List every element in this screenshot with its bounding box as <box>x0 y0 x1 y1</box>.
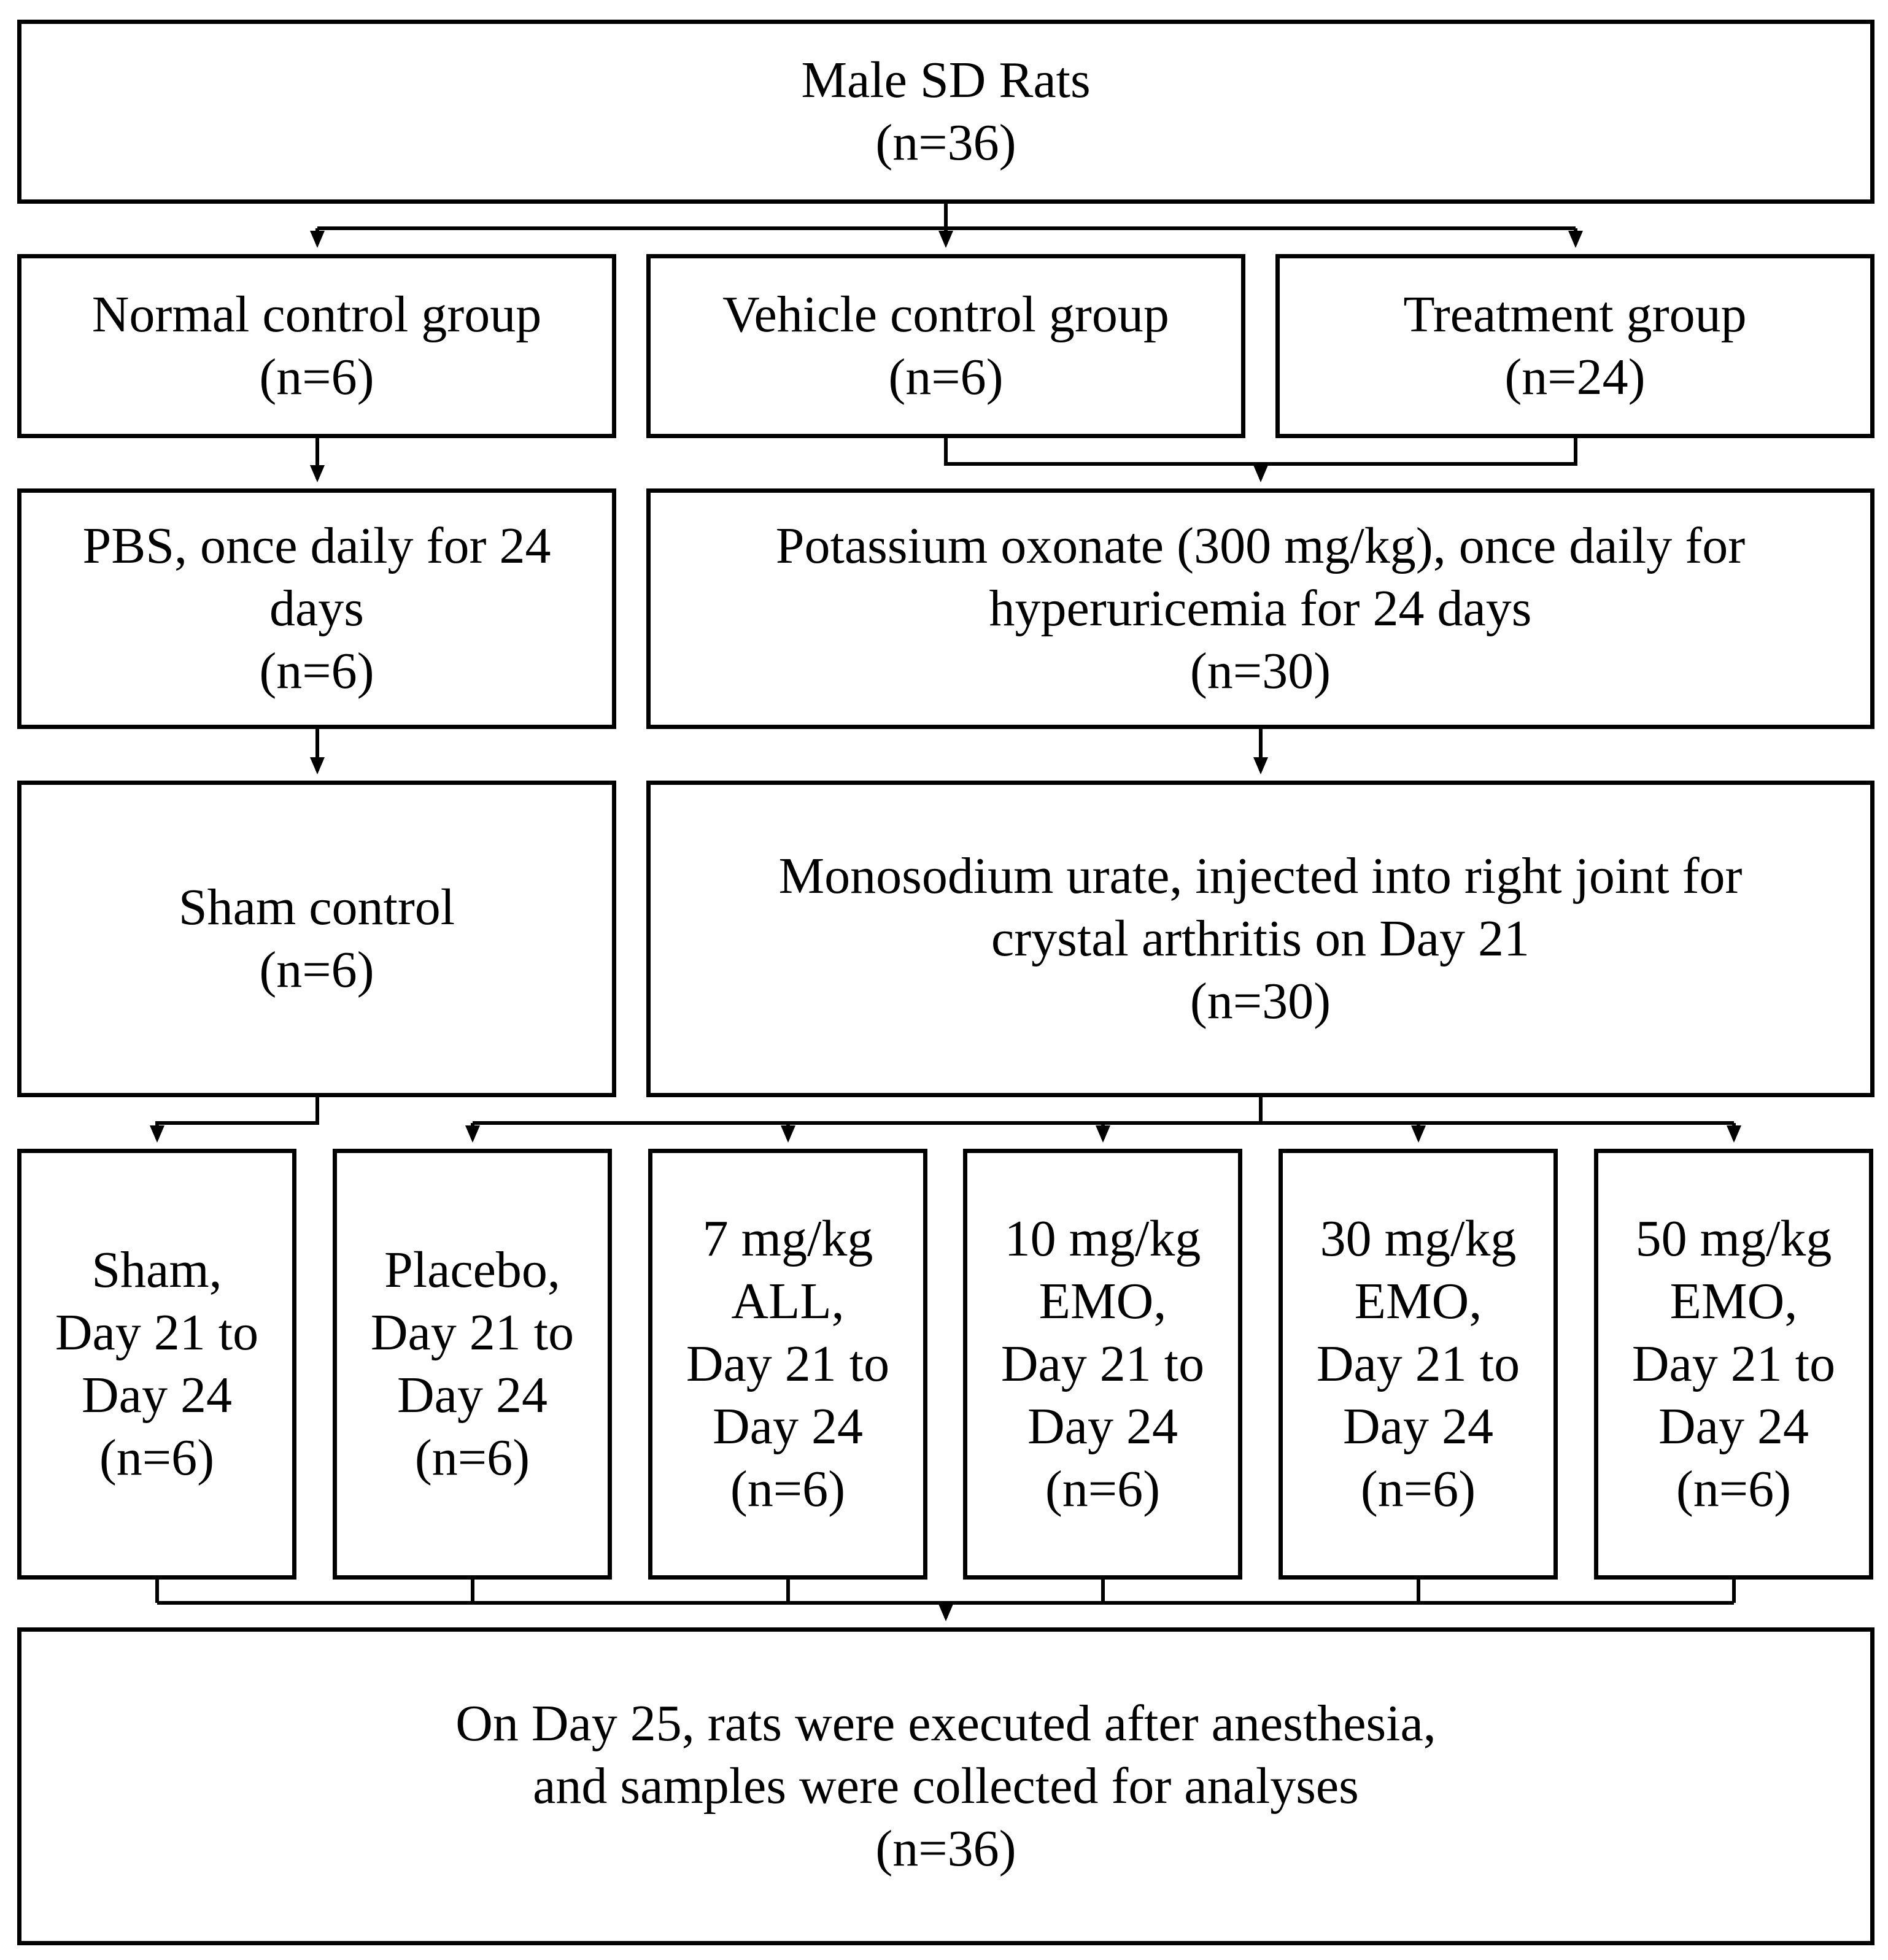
normal-control-group-text <box>92 284 542 409</box>
box-line: Day 24 <box>1027 1398 1178 1455</box>
box-line: Day 24 <box>1658 1398 1809 1455</box>
arrow-treatment <box>1568 231 1583 248</box>
arm-all-7mg-box <box>648 1149 927 1580</box>
connector-sham-arm <box>157 1096 317 1139</box>
box-line: Day 24 <box>713 1398 863 1455</box>
box-line: Vehicle control group <box>722 286 1169 343</box>
box-line: (n=6) <box>1045 1460 1161 1518</box>
box-line: 50 mg/kg <box>1635 1210 1832 1267</box>
pbs-text <box>83 515 551 703</box>
box-line: Treatment group <box>1403 286 1747 343</box>
arm-emo-10mg-box <box>963 1149 1242 1580</box>
box-line: EMO, <box>1354 1273 1482 1330</box>
box-line: (n=6) <box>99 1429 215 1486</box>
arrow-vehicle <box>938 231 953 248</box>
normal-control-group-box <box>17 254 616 438</box>
sham-control-text <box>179 876 455 1001</box>
box-line: (n=24) <box>1504 349 1646 406</box>
arm-sham-box <box>17 1149 296 1580</box>
monosodium-urate-box <box>646 781 1874 1097</box>
box-line: On Day 25, rats were executed after anesthesia, <box>455 1695 1436 1752</box>
arrow-final <box>938 1604 953 1621</box>
box-line: hyperuricemia for 24 days <box>989 580 1532 637</box>
arrow-pbs <box>310 465 325 482</box>
box-line: Potassium oxonate (300 mg/kg), once daily for <box>775 517 1746 574</box>
box-line: Day 24 <box>1343 1398 1493 1455</box>
vehicle-control-group-box <box>646 254 1245 438</box>
treatment-group-text <box>1403 284 1746 409</box>
arrow-normal <box>310 231 325 248</box>
box-line: (n=6) <box>414 1429 530 1486</box>
box-line: Day 21 to <box>1631 1335 1836 1392</box>
box-line: Sham, <box>91 1241 222 1298</box>
arm-emo-50mg-text <box>1632 1208 1835 1521</box>
arm-emo-30mg-box <box>1279 1149 1558 1580</box>
arrow-arm5 <box>1411 1125 1426 1143</box>
box-line: and samples were collected for analyses <box>533 1757 1359 1815</box>
box-line: (n=6) <box>259 642 374 700</box>
box-line: ALL, <box>731 1273 845 1330</box>
box-line: (n=6) <box>888 349 1004 406</box>
box-line: Day 24 <box>82 1367 232 1424</box>
box-line: 10 mg/kg <box>1004 1210 1201 1267</box>
arrow-sham-control <box>310 757 325 774</box>
box-line: (n=30) <box>1190 973 1331 1030</box>
arrow-oxonate <box>1253 465 1268 482</box>
box-line: (n=6) <box>259 941 374 998</box>
sham-control-box <box>17 781 616 1097</box>
vehicle-control-group-text <box>722 284 1169 409</box>
box-line: Day 21 to <box>1000 1335 1205 1392</box>
box-line: Day 24 <box>397 1367 547 1424</box>
box-line: crystal arthritis on Day 21 <box>991 910 1530 967</box>
pbs-box <box>17 488 616 729</box>
potassium-oxonate-box <box>646 488 1874 729</box>
box-line: EMO, <box>1669 1273 1798 1330</box>
arm-placebo-text <box>371 1239 574 1489</box>
arrow-arm3 <box>781 1125 795 1143</box>
male-sd-rats-text <box>801 49 1090 174</box>
arrow-arm1 <box>150 1125 164 1143</box>
arm-emo-30mg-text <box>1317 1208 1520 1521</box>
box-line: (n=6) <box>1360 1460 1476 1518</box>
box-line: (n=36) <box>875 1820 1016 1877</box>
arm-sham-text <box>55 1239 258 1489</box>
box-line: Day 21 to <box>686 1335 890 1392</box>
box-line: Normal control group <box>91 286 542 343</box>
monosodium-urate-text <box>778 845 1742 1033</box>
box-line: (n=6) <box>259 349 374 406</box>
box-line: (n=36) <box>875 114 1016 171</box>
box-line: Day 21 to <box>370 1304 575 1361</box>
box-line: 30 mg/kg <box>1320 1210 1517 1267</box>
box-line: EMO, <box>1039 1273 1167 1330</box>
arrow-msu <box>1253 757 1268 774</box>
box-line: days <box>269 580 364 637</box>
treatment-group-box <box>1275 254 1874 438</box>
arm-all-7mg-text <box>686 1208 889 1521</box>
box-line: Day 21 to <box>1316 1335 1520 1392</box>
box-line: Monosodium urate, injected into right joint for <box>778 847 1743 905</box>
box-line: (n=6) <box>1676 1460 1792 1518</box>
connector-merge-bracket <box>946 437 1576 464</box>
box-line: Day 21 to <box>55 1304 259 1361</box>
box-line: Male SD Rats <box>801 52 1091 109</box>
arm-placebo-box <box>333 1149 612 1580</box>
box-line: 7 mg/kg <box>702 1210 873 1267</box>
arm-emo-50mg-box <box>1594 1149 1873 1580</box>
male-sd-rats-box <box>17 20 1874 204</box>
final-analysis-text <box>455 1692 1436 1880</box>
potassium-oxonate-text <box>776 515 1745 703</box>
final-analysis-box <box>17 1627 1874 1945</box>
box-line: (n=30) <box>1190 642 1331 700</box>
box-line: PBS, once daily for 24 <box>82 517 551 574</box>
box-line: Placebo, <box>384 1241 560 1298</box>
arrow-arm2 <box>465 1125 480 1143</box>
box-line: (n=6) <box>730 1460 846 1518</box>
arm-emo-10mg-text <box>1001 1208 1204 1521</box>
arrow-arm4 <box>1096 1125 1110 1143</box>
arrow-arm6 <box>1727 1125 1741 1143</box>
box-line: Sham control <box>178 879 455 936</box>
